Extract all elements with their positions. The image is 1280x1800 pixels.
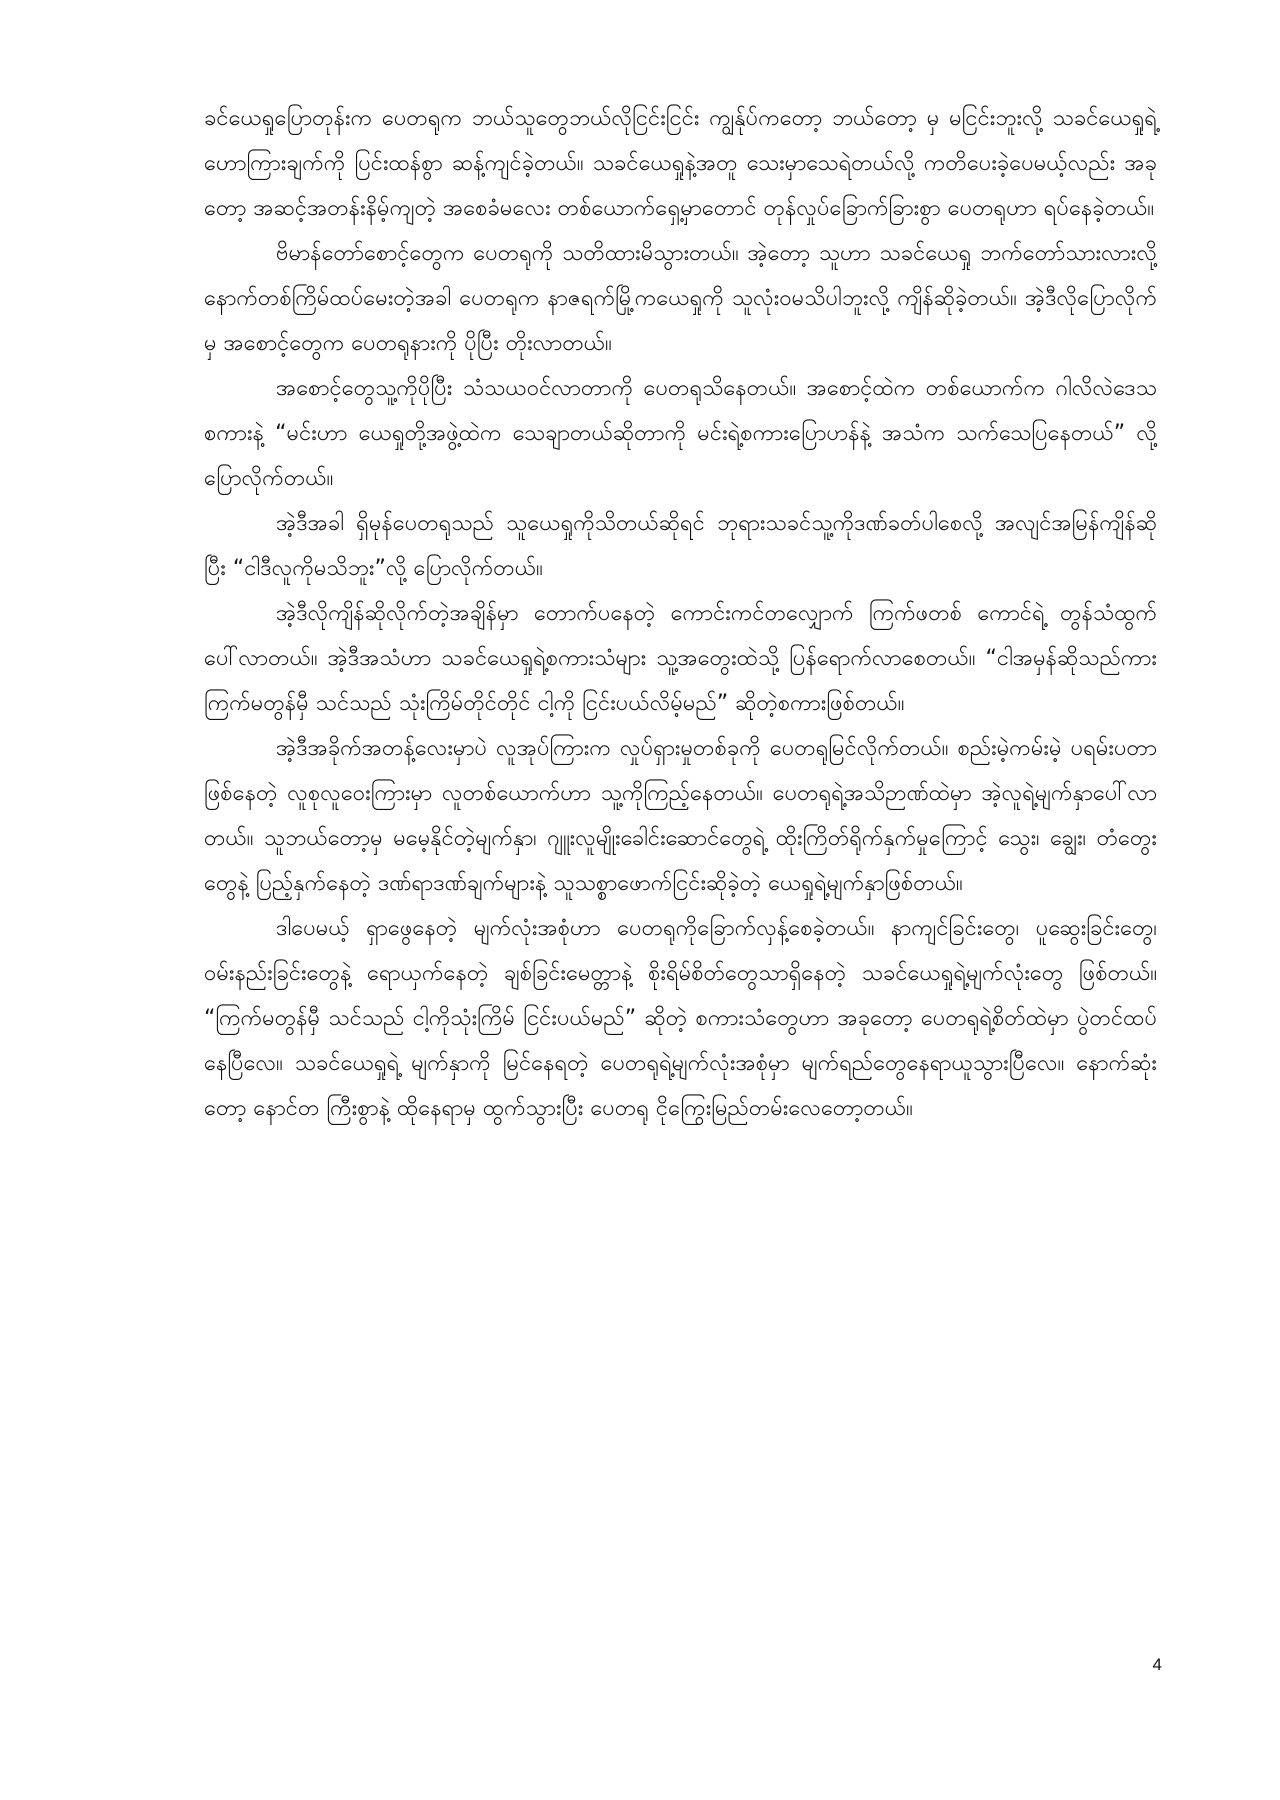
body-text xyxy=(204,96,1157,1131)
paragraph-7: ဒါပေမယ့် ရှာဖွေနေတဲ့ မျက်လုံးအစုံဟာ ပေတရုကိုခြောက်လှန့်စေခဲ့တယ်။ နာကျင်ခြင်းတွေ၊ ပူဆွေးခြင်းတွေ၊ ဝမ်းနည်းခြင်းတွေနဲ့ ရောယှက်နေတဲ့ ချစ်ခြင်းမေတ္တာနဲ့ စိုးရိမ်စိတ်တွေသာရှိနေတဲ့ သခင်ယေရှုရဲ့မျက်လုံးတွေ ဖြစ်တယ်။ “ကြက်မတွန်မှီ သင်သည် ငါ့ကိုသုံးကြိမ် ငြင်းပယ်မည်” ဆိုတဲ့ စကားသံတွေဟာ အခုတော့ ပေတရုရဲ့စိတ်ထဲမှာ ပွဲတင်ထပ်နေပြီလေ။ သခင်ယေရှုရဲ့ မျက်နှာကို မြင်နေရတဲ့ ပေတရုရဲ့မျက်လုံးအစုံမှာ မျက်ရည်တွေနေရာယူသွားပြီလေ။ နောက်ဆုံးတော့ နောင်တ ကြီးစွာနဲ့ ထိုနေရာမှ ထွက်သွားပြီး ပေတရု ငိုကြွေးမြည်တမ်းလေတော့တယ်။ xyxy=(204,916,1157,1121)
paragraph-1: ခင်ယေရှုပြောတုန်းက ပေတရုက ဘယ်သူတွေဘယ်လိုငြင်းငြင်း ကျွန်ုပ်ကတော့ ဘယ်တော့ မှ မငြင်းဘူးလို့ သခင်ယေရှုရဲ့ ဟောကြားချက်ကို ပြင်းထန်စွာ ဆန့်ကျင်ခဲ့တယ်။ သခင်ယေရှုနဲ့အတူ သေးမှာသေရဲတယ်လို့ ကတိပေးခဲ့ပေမယ့်လည်း အခုတော့ အဆင့်အတန်းနိမ့်ကျတဲ့ အစေခံမလေး တစ်ယောက်ရှေ့မှာတောင် တုန်လှုပ်ခြောက်ခြားစွာ ပေတရုဟာ ရပ်နေခဲ့တယ်။ xyxy=(204,106,1157,221)
page-number: 4 xyxy=(1152,1655,1162,1674)
paragraph-5: အဲ့ဒီလိုကျိန်ဆိုလိုက်တဲ့အချိန်မှာ တောက်ပနေတဲ့ ကောင်းကင်တလျှောက် ကြက်ဖတစ် ကောင်ရဲ့ တွန်သံထွက်ပေါ်လာတယ်။ အဲ့ဒီအသံဟာ သခင်ယေရှုရဲ့စကားသံများ သူ့အတွေးထဲသို့ ပြန်ရောက်လာစေတယ်။ “ငါအမှန်ဆိုသည်ကား ကြက်မတွန်မှီ သင်သည် သုံးကြိမ်တိုင်တိုင် ငါ့ကို ငြင်းပယ်လိမ့်မည်” ဆိုတဲ့စကားဖြစ်တယ်။ xyxy=(204,601,1157,716)
paragraph-2: ဗိမာန်တော်စောင့်တွေက ပေတရုကို သတိထားမိသွားတယ်။ အဲ့တော့ သူဟာ သခင်ယေရှု ဘက်တော်သားလားလို့ နောက်တစ်ကြိမ်ထပ်မေးတဲ့အခါ ပေတရုက နာဇရက်မြို့ကယေရှုကို သူလုံးဝမသိပါဘူးလို့ ကျိန်ဆိုခဲ့တယ်။ အဲ့ဒီလိုပြောလိုက်မှ အစောင့်တွေက ပေတရုနားကို ပိုပြီး တိုးလာတယ်။ xyxy=(204,241,1157,356)
paragraph-4: အဲ့ဒီအခါ ရှိမုန်ပေတရုသည် သူယေရှုကိုသိတယ်ဆိုရင် ဘုရားသခင်သူ့ကိုဒဏ်ခတ်ပါစေလို့ အလျင်အမြန်ကျိန်ဆိုပြီး “ငါဒီလူကိုမသိဘူး”လို့ ပြောလိုက်တယ်။ xyxy=(204,511,1157,581)
paragraph-3: အစောင့်တွေသူ့ကိုပိုပြီး သံသယဝင်လာတာကို ပေတရုသိနေတယ်။ အစောင့်ထဲက တစ်ယောက်က ဂါလိလဲဒေသစကားနဲ့ “မင်းဟာ ယေရှုတို့အဖွဲ့ထဲက သေချာတယ်ဆိုတာကို မင်းရဲ့စကားပြောပာန်နဲ့ အသံက သက်သေပြနေတယ်” လို့ပြောလိုက်တယ်။ xyxy=(204,376,1157,491)
paragraph-6: အဲ့ဒီအခိုက်အတန့်လေးမှာပဲ လူအုပ်ကြားက လှုပ်ရှားမှုတစ်ခုကို ပေတရုမြင်လိုက်တယ်။ စည်းမဲ့ကမ်းမဲ့ ပရမ်းပတာဖြစ်နေတဲ့ လူစုလူဝေးကြားမှာ လူတစ်ယောက်ဟာ သူ့ကိုကြည့်နေတယ်။ ပေတရုရဲ့အသိဉာဏ်ထဲမှာ အဲ့လူရဲ့မျက်နှာပေါ်လာတယ်။ သူဘယ်တော့မှ မမေ့နိုင်တဲ့မျက်နှာ၊ ဂျူးလူမျိုးခေါင်းဆောင်တွေရဲ့ ထိုးကြိတ်ရိုက်နှက်မှုကြောင့် သွေး၊ ချွေး၊ တံတွေးတွေနဲ့ ပြည့်နှက်နေတဲ့ ဒဏ်ရာဒဏ်ချက်များနဲ့ သူသစ္စာဖောက်ငြင်းဆိုခဲ့တဲ့ ယေရှုရဲ့မျက်နှာဖြစ်တယ်။ xyxy=(204,736,1157,896)
